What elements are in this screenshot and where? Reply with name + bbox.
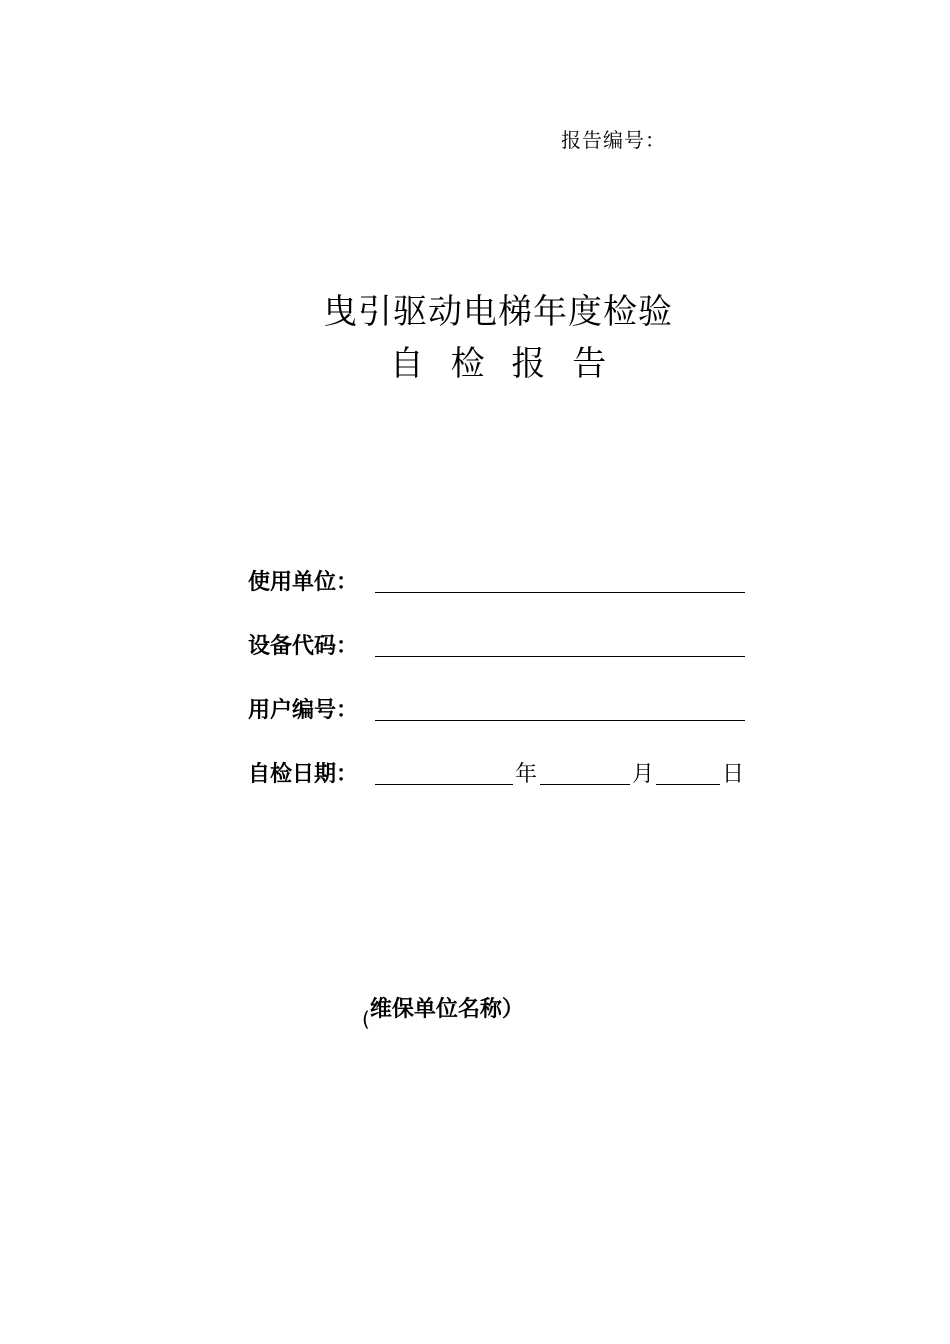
inspection-date-label: 自检日期：: [248, 762, 359, 787]
month-input-line[interactable]: [540, 784, 630, 785]
user-number-input-line[interactable]: [375, 720, 745, 721]
equipment-code-input-line[interactable]: [375, 656, 745, 657]
user-unit-label: 使用单位：: [248, 570, 359, 595]
day-label: 日: [722, 762, 745, 787]
subtitle-char: 自: [389, 344, 424, 384]
day-input-line[interactable]: [656, 784, 720, 785]
subtitle-char: 检: [450, 344, 485, 384]
report-title: 曳引驱动电梯年度检验: [323, 292, 673, 332]
subtitle-char: 报: [511, 344, 546, 384]
equipment-code-label: 设备代码：: [248, 634, 359, 659]
year-input-line[interactable]: [375, 784, 513, 785]
maintenance-unit-name: [362, 992, 524, 1031]
report-number-label: 报告编号：: [561, 128, 666, 152]
year-label: 年: [515, 762, 538, 787]
report-subtitle: [0, 336, 950, 385]
maintenance-unit-name-text: 维保单位名称）: [369, 997, 524, 1022]
left-parenthesis: (: [362, 1007, 370, 1031]
user-number-label: 用户编号：: [248, 698, 359, 723]
month-label: 月: [632, 762, 655, 787]
user-unit-input-line[interactable]: [375, 592, 745, 593]
subtitle-char: 告: [572, 344, 607, 384]
